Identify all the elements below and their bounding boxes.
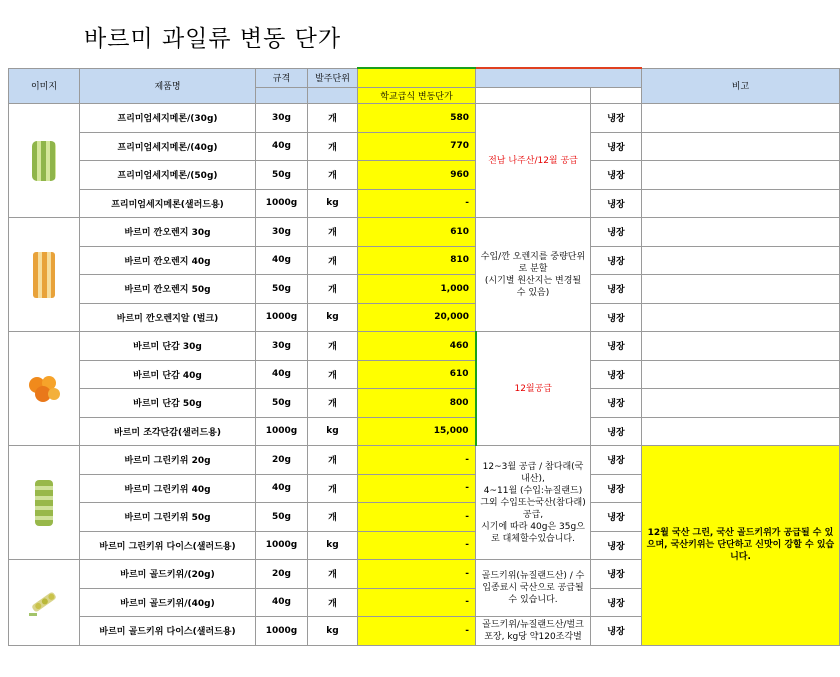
- price-cell: -: [358, 503, 476, 532]
- spec-cell: 40g: [256, 588, 308, 617]
- table-row: [9, 104, 840, 133]
- product-name: 프리미엄세지메론/(30g): [80, 104, 256, 133]
- header-spec: 규격: [256, 68, 308, 88]
- remark-cell: [642, 132, 840, 161]
- unit-cell: 개: [308, 275, 358, 304]
- header-blank: [476, 68, 642, 88]
- table-row: [9, 303, 840, 332]
- price-cell: 800: [358, 389, 476, 418]
- spec-cell: 20g: [256, 446, 308, 475]
- storage-cell: 냉장: [591, 446, 642, 475]
- storage-cell: 냉장: [591, 218, 642, 247]
- remark-cell: [642, 161, 840, 190]
- spec-cell: 50g: [256, 161, 308, 190]
- price-cell: 610: [358, 360, 476, 389]
- price-cell: -: [358, 617, 476, 646]
- supply-note: 수입/깐 오렌지를 중량단위로 분할 (시기별 원산지는 변경될 수 있음): [476, 218, 591, 332]
- product-name: 바르미 깐오렌지 30g: [80, 218, 256, 247]
- storage-cell: 냉장: [591, 189, 642, 218]
- unit-cell: 개: [308, 104, 358, 133]
- supply-note: 12월공급: [476, 332, 591, 446]
- spec-cell: 50g: [256, 275, 308, 304]
- product-name: 바르미 단감 30g: [80, 332, 256, 361]
- spec-cell: 30g: [256, 332, 308, 361]
- spec-cell: 40g: [256, 360, 308, 389]
- price-cell: 460: [358, 332, 476, 361]
- price-cell: 1,000: [358, 275, 476, 304]
- spec-cell: 1000g: [256, 617, 308, 646]
- remark-cell: [642, 417, 840, 446]
- price-cell: 20,000: [358, 303, 476, 332]
- table-row: [9, 389, 840, 418]
- unit-cell: 개: [308, 503, 358, 532]
- price-cell: 770: [358, 132, 476, 161]
- spec-cell: 30g: [256, 218, 308, 247]
- unit-cell: kg: [308, 531, 358, 560]
- storage-cell: 냉장: [591, 531, 642, 560]
- unit-cell: 개: [308, 360, 358, 389]
- header-spec-sub: [256, 88, 308, 104]
- header-note-sub: [476, 88, 591, 104]
- supply-note: 12~3월 공급 / 참다래(국내산), 4~11월 (수입:뉴질랜드) 그외 수입또는국산(참다래) 공급, 시기에 따라 40g은 35g으로 대체할수있습니다.: [476, 446, 591, 560]
- product-name: 바르미 골드키위/(40g): [80, 588, 256, 617]
- unit-cell: 개: [308, 588, 358, 617]
- product-image: [9, 332, 80, 446]
- product-name: 바르미 깐오렌지 40g: [80, 246, 256, 275]
- price-table: [8, 67, 840, 646]
- spec-cell: 40g: [256, 474, 308, 503]
- table-row: [9, 189, 840, 218]
- unit-cell: 개: [308, 560, 358, 589]
- page-title: 바르미 과일류 변동 단가: [84, 26, 342, 52]
- product-name: 바르미 단감 40g: [80, 360, 256, 389]
- header-remarks: 비고: [642, 68, 840, 104]
- product-name: 프리미엄세지메론/(40g): [80, 132, 256, 161]
- remark-cell: [642, 218, 840, 247]
- price-cell: 610: [358, 218, 476, 247]
- remark-cell: [642, 303, 840, 332]
- table-row: [9, 218, 840, 247]
- product-name: 바르미 깐오렌지알 (벌크): [80, 303, 256, 332]
- remark-cell: [642, 246, 840, 275]
- spec-cell: 1000g: [256, 189, 308, 218]
- storage-cell: 냉장: [591, 161, 642, 190]
- storage-cell: 냉장: [591, 332, 642, 361]
- product-name: 바르미 단감 50g: [80, 389, 256, 418]
- product-name: 바르미 그린키위 50g: [80, 503, 256, 532]
- storage-cell: 냉장: [591, 617, 642, 646]
- remark-cell: [642, 104, 840, 133]
- unit-cell: 개: [308, 332, 358, 361]
- unit-cell: 개: [308, 161, 358, 190]
- spec-cell: 1000g: [256, 531, 308, 560]
- spec-cell: 20g: [256, 560, 308, 589]
- unit-cell: kg: [308, 303, 358, 332]
- unit-cell: 개: [308, 474, 358, 503]
- storage-cell: 냉장: [591, 104, 642, 133]
- storage-cell: 냉장: [591, 246, 642, 275]
- remark-cell: [642, 275, 840, 304]
- unit-cell: kg: [308, 617, 358, 646]
- remark-cell: [642, 332, 840, 361]
- storage-cell: 냉장: [591, 360, 642, 389]
- table-row: [9, 161, 840, 190]
- unit-cell: 개: [308, 132, 358, 161]
- unit-cell: 개: [308, 446, 358, 475]
- product-image: [9, 218, 80, 332]
- kiwi-remark: 12월 국산 그린, 국산 골드키위가 공급될 수 있으며, 국산키위는 단단하고 신맛이 강할 수 있습니다.: [642, 446, 840, 646]
- table-row: [9, 132, 840, 161]
- product-image: [9, 104, 80, 218]
- table-row: [9, 360, 840, 389]
- header-price-top: [358, 68, 476, 88]
- price-cell: -: [358, 588, 476, 617]
- unit-cell: 개: [308, 218, 358, 247]
- product-name: 바르미 골드키위/(20g): [80, 560, 256, 589]
- storage-cell: 냉장: [591, 417, 642, 446]
- spec-cell: 30g: [256, 104, 308, 133]
- product-name: 프리미엄세지메론/(50g): [80, 161, 256, 190]
- unit-cell: kg: [308, 417, 358, 446]
- supply-note: 전남 나주산/12월 공급: [476, 104, 591, 218]
- table-row: [9, 417, 840, 446]
- header-unit-sub: [308, 88, 358, 104]
- header-unit: 발주단위: [308, 68, 358, 88]
- table-row: [9, 446, 840, 475]
- spec-cell: 1000g: [256, 303, 308, 332]
- header-storage-sub: [591, 88, 642, 104]
- price-cell: -: [358, 189, 476, 218]
- product-name: 바르미 깐오렌지 50g: [80, 275, 256, 304]
- product-name: 바르미 조각단감(샐러드용): [80, 417, 256, 446]
- spec-cell: 40g: [256, 132, 308, 161]
- unit-cell: 개: [308, 246, 358, 275]
- remark-cell: [642, 360, 840, 389]
- storage-cell: 냉장: [591, 588, 642, 617]
- product-name: 바르미 골드키위 다이스(샐러드용): [80, 617, 256, 646]
- unit-cell: 개: [308, 389, 358, 418]
- storage-cell: 냉장: [591, 560, 642, 589]
- spec-cell: 50g: [256, 389, 308, 418]
- storage-cell: 냉장: [591, 132, 642, 161]
- header-price: 학교급식 변동단가: [358, 88, 476, 104]
- price-cell: 15,000: [358, 417, 476, 446]
- storage-cell: 냉장: [591, 303, 642, 332]
- remark-cell: [642, 389, 840, 418]
- remark-cell: [642, 189, 840, 218]
- table-row: [9, 275, 840, 304]
- supply-note: 골드키위(뉴질랜드산) / 수입종료시 국산으로 공급될 수 있습니다.: [476, 560, 591, 617]
- product-image: [9, 560, 80, 646]
- product-name: 바르미 그린키위 다이스(샐러드용): [80, 531, 256, 560]
- price-cell: -: [358, 531, 476, 560]
- header-image: 이미지: [9, 68, 80, 104]
- product-name: 프리미엄세지메론(샐러드용): [80, 189, 256, 218]
- price-cell: -: [358, 474, 476, 503]
- storage-cell: 냉장: [591, 275, 642, 304]
- spec-cell: 40g: [256, 246, 308, 275]
- table-row: [9, 332, 840, 361]
- price-cell: 960: [358, 161, 476, 190]
- storage-cell: 냉장: [591, 474, 642, 503]
- supply-note-bulk: 골드키위/뉴질랜드산/벌크포장, kg당 약120조각별: [476, 617, 591, 646]
- price-cell: 810: [358, 246, 476, 275]
- price-cell: -: [358, 560, 476, 589]
- price-cell: -: [358, 446, 476, 475]
- product-name: 바르미 그린키위 20g: [80, 446, 256, 475]
- header-product: 제품명: [80, 68, 256, 104]
- storage-cell: 냉장: [591, 503, 642, 532]
- product-name: 바르미 그린키위 40g: [80, 474, 256, 503]
- storage-cell: 냉장: [591, 389, 642, 418]
- spec-cell: 1000g: [256, 417, 308, 446]
- table-row: [9, 246, 840, 275]
- unit-cell: kg: [308, 189, 358, 218]
- spec-cell: 50g: [256, 503, 308, 532]
- price-cell: 580: [358, 104, 476, 133]
- product-image: [9, 446, 80, 560]
